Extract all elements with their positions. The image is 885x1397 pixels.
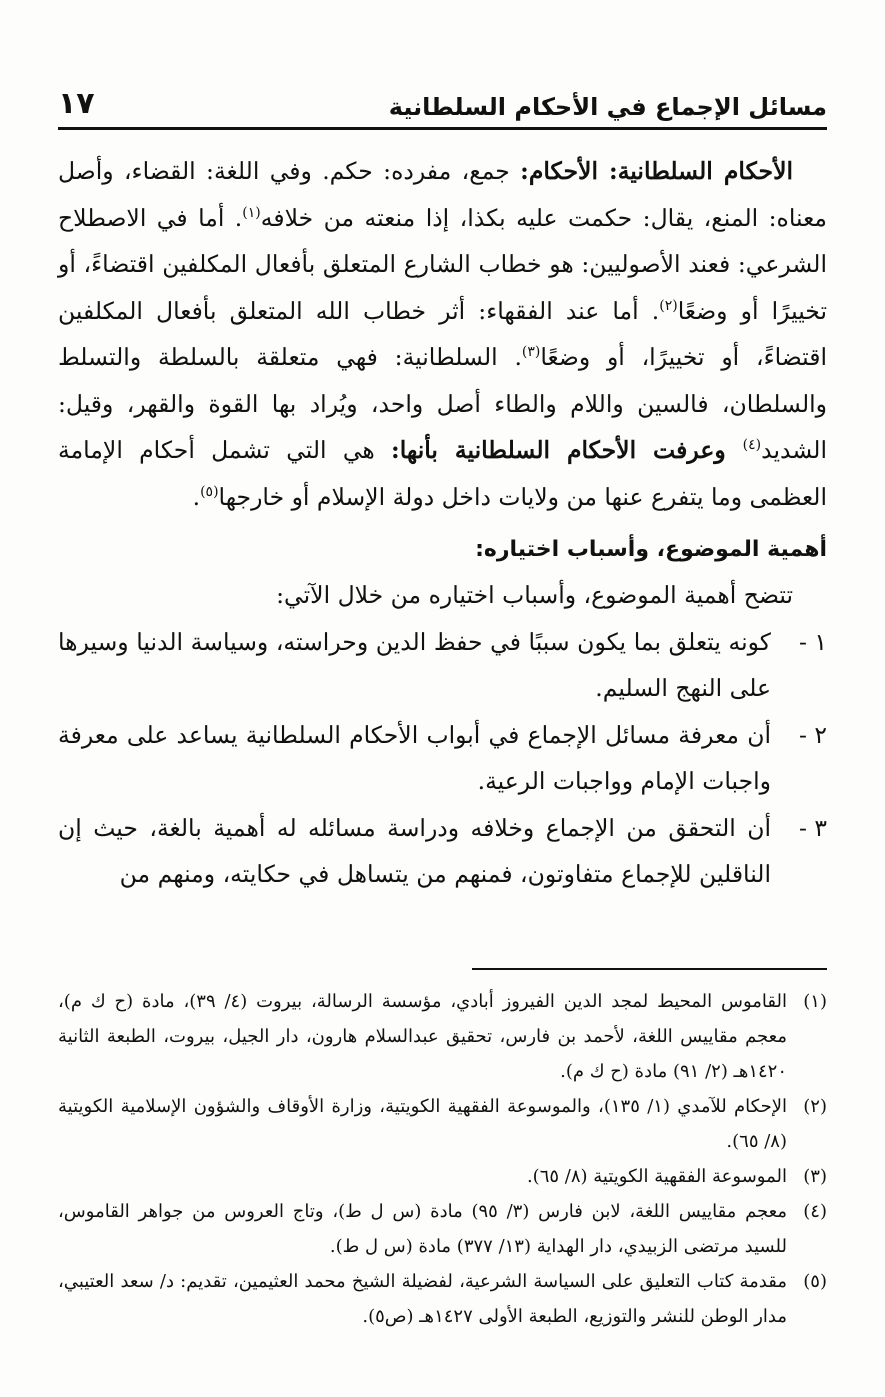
footnote-ref-3[interactable]: (٣) [521, 344, 541, 361]
footnotes [58, 984, 827, 1334]
footnote-text: القاموس المحيط لمجد الدين الفيروز أبادي، مؤسسة الرسالة، بيروت (٤/ ٣٩)، مادة (ح ك م)، معجم مقاييس اللغة، لأحمد بن فارس، تحقيق عبدالسلام هارون، دار الجيل، بيروت، الطبعة الثانية ١٤٢٠هـ (٢/ ٩١) مادة (ح ك م). [58, 991, 787, 1082]
footnote-text: مقدمة كتاب التعليق على السياسة الشرعية، لفضيلة الشيخ محمد العثيمين، تقديم: د/ سعد العتيبي، مدار الوطن للنشر والتوزيع، الطبعة الأولى ١٤٢٧هـ (ص٥). [58, 1271, 787, 1327]
page-number: ١٧ [58, 86, 95, 121]
list-item-number: ٣ - [798, 813, 827, 842]
definition-text-5: هي التي تشمل أحكام الإمامة العظمى وما يتفرع عنها من ولايات داخل دولة الإسلام أو خارجها [58, 436, 827, 511]
list-item-number: ١ - [798, 627, 827, 656]
definition-text-4: . السلطانية: فهي متعلقة بالسلطة والتسلط والسلطان، فالسين واللام والطاء أصل واحد، ويُراد بها القوة والقهر، وقيل: الشديد [58, 343, 827, 464]
footnote [58, 1194, 827, 1264]
section-heading: أهمية الموضوع، وأسباب اختياره: [475, 537, 827, 562]
footnote-ref-4[interactable]: (٤) [742, 437, 762, 454]
list-item [58, 712, 827, 805]
definition-bold-phrase: وعرفت الأحكام السلطانية بأنها: [391, 436, 743, 464]
definition-text-2: . أما في الاصطلاح الشرعي: فعند الأصوليين: هو خطاب الشارع المتعلق بأفعال المكلفين اقتضاءً، أو تخييرًا أو وضعًا [58, 203, 827, 325]
footnote-number: (٣) [803, 1166, 827, 1187]
list-item-text: أن معرفة مسائل الإجماع في أبواب الأحكام السلطانية يساعد على معرفة واجبات الإمام وواجبات الرعية. [58, 720, 771, 795]
footnote-number: (٢) [803, 1096, 827, 1117]
definition-paragraph [58, 148, 827, 520]
running-header [58, 78, 827, 130]
footnote-text: الموسوعة الفقهية الكويتية (٨/ ٦٥). [526, 1166, 787, 1187]
definition-text-1: جمع، مفرده: حكم. وفي اللغة: القضاء، وأصل معناه: المنع، يقال: حكمت عليه بكذا، إذا منعته من خلافه [58, 157, 828, 232]
footnote [58, 1264, 827, 1334]
footnote-divider [472, 968, 827, 970]
running-title: مسائل الإجماع في الأحكام السلطانية [388, 93, 827, 121]
list-item [58, 619, 827, 712]
definition-text-6: . [192, 482, 201, 511]
definition-text-3: . أما عند الفقهاء: أثر خطاب الله المتعلق بأفعال المكلفين اقتضاءً، أو تخييرًا، أو وضعًا [58, 296, 828, 371]
main-text [58, 148, 827, 898]
footnote-ref-5[interactable]: (٥) [200, 483, 219, 500]
footnote-text: الإحكام للآمدي (١/ ١٣٥)، والموسوعة الفقهية الكويتية، وزارة الأوقاف والشؤون الإسلامية الكويتية (٨/ ٦٥). [58, 1096, 787, 1152]
footnote [58, 1159, 827, 1194]
footnote-ref-1[interactable]: (١) [242, 204, 261, 221]
term-heading: الأحكام السلطانية: الأحكام: [520, 157, 794, 185]
footnote-text: معجم مقاييس اللغة، لابن فارس (٣/ ٩٥) مادة (س ل ط)، وتاج العروس من جواهر القاموس، للسيد مرتضى الزبيدي، دار الهداية (١٣/ ٣٧٧) مادة (س ل ط). [58, 1201, 787, 1257]
footnote-ref-2[interactable]: (٢) [659, 297, 678, 314]
footnote-number: (٤) [803, 1201, 827, 1222]
footnote-number: (٥) [803, 1271, 827, 1292]
intro-paragraph: تتضح أهمية الموضوع، وأسباب اختياره من خلال الآتي: [276, 581, 793, 609]
footnote [58, 984, 827, 1089]
list-item-number: ٢ - [798, 720, 827, 749]
list-item [58, 805, 827, 898]
list-item-text: أن التحقق من الإجماع وخلافه ودراسة مسائله له أهمية بالغة، حيث إن الناقلين للإجماع متفاوتون، فمنهم من يتساهل في حكايته، ومنهم من [58, 813, 771, 888]
footnote [58, 1089, 827, 1159]
list-item-text: كونه يتعلق بما يكون سببًا في حفظ الدين وحراسته، وسياسة الدنيا وسيرها على النهج السليم. [58, 627, 771, 702]
footnote-number: (١) [803, 991, 827, 1012]
